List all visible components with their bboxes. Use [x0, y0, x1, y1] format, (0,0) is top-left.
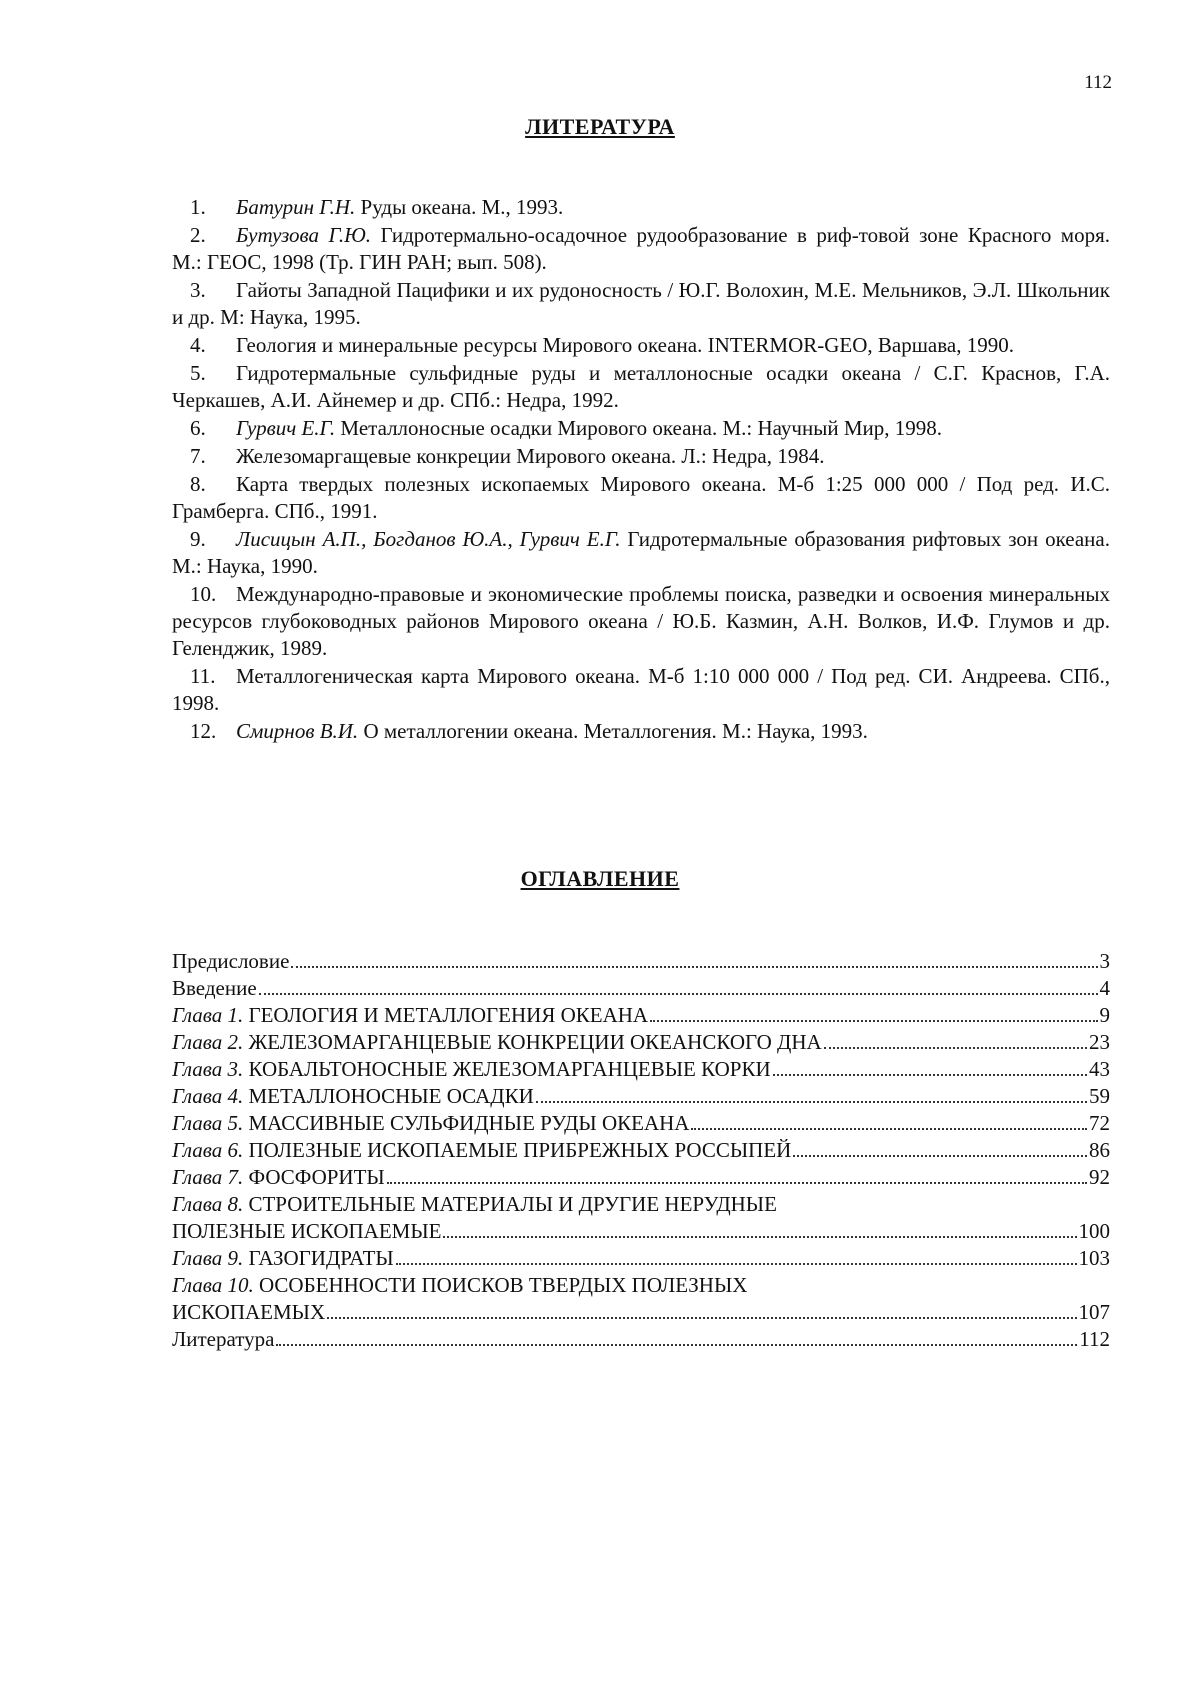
toc-entry-title-wrap: [172, 1056, 771, 1083]
toc-entry-line: [172, 1164, 1110, 1191]
toc-page-number: 107: [1078, 1300, 1110, 1324]
toc-entry-title-wrap: [172, 1029, 822, 1056]
toc-entry-title: Литература: [172, 1327, 275, 1351]
reference-text: Гидротермальные образования рифтовых зон океана. М.: Наука, 1990.: [172, 527, 1110, 578]
toc-chapter-label: Глава 5.: [172, 1111, 244, 1135]
toc-entry[interactable]: [172, 1272, 1110, 1326]
toc-entry-title: ГАЗОГИДРАТЫ: [243, 1246, 394, 1270]
reference-text: Международно-правовые и экономические проблемы поиска, разведки и освоения минеральных ресурсов глубоководных районов Мирового океана / Ю.Б. Казмин, А.Н. Волков, И.Ф. Глумов и др. Геленджик, 1989.: [172, 582, 1110, 660]
toc-entry-line: [172, 1218, 1110, 1245]
toc-page-number: 92: [1089, 1165, 1110, 1189]
dot-leader: [387, 1181, 1087, 1184]
toc-chapter-label: Глава 7.: [172, 1165, 244, 1189]
toc-entry-title: МАССИВНЫЕ СУЛЬФИДНЫЕ РУДЫ ОКЕАНА: [243, 1111, 690, 1135]
dot-leader: [793, 1154, 1087, 1157]
toc-entry-title-part: СТРОИТЕЛЬНЫЕ МАТЕРИАЛЫ И ДРУГИЕ НЕРУДНЫЕ: [243, 1192, 777, 1216]
toc-page-number: 23: [1089, 1030, 1110, 1054]
reference-number: 3.: [190, 278, 206, 302]
toc-entry-title: КОБАЛЬТОНОСНЫЕ ЖЕЛЕЗОМАРГАНЦЕВЫЕ КОРКИ: [243, 1057, 771, 1081]
toc-entry-title: МЕТАЛЛОНОСНЫЕ ОСАДКИ: [243, 1084, 534, 1108]
reference-item: [172, 581, 1110, 662]
toc-page-number: 9: [1099, 1003, 1110, 1027]
toc-entry-title: ГЕОЛОГИЯ И МЕТАЛЛОГЕНИЯ ОКЕАНА: [243, 1003, 649, 1027]
reference-item: [172, 332, 1110, 359]
toc-chapter-label: Глава 4.: [172, 1084, 244, 1108]
toc-entry-line: [172, 1245, 1110, 1272]
toc-entry-line: [172, 1110, 1110, 1137]
reference-item: [172, 471, 1110, 525]
toc-entry[interactable]: [172, 1245, 1110, 1272]
reference-item: [172, 718, 1110, 745]
reference-text: Геология и минеральные ресурсы Мирового океана. INTERMOR-GEO, Варшава, 1990.: [236, 333, 1014, 357]
toc-entry-title-wrap: [172, 1326, 274, 1353]
toc-entry-line: [172, 975, 1110, 1002]
toc-entry-line: [172, 1083, 1110, 1110]
toc-entry[interactable]: [172, 1191, 1110, 1245]
reference-number: 10.: [190, 582, 217, 606]
reference-list: [172, 194, 1110, 746]
reference-text: Металлоносные осадки Мирового океана. М.: Научный Мир, 1998.: [335, 416, 942, 440]
toc-entry-title-wrap: [172, 1164, 385, 1191]
reference-item: [172, 277, 1110, 331]
dot-leader: [291, 965, 1097, 968]
reference-author: Гурвич Е.Г.: [236, 416, 336, 440]
toc-entry-title-wrap: [172, 948, 289, 975]
reference-author: Батурин Г.Н.: [236, 195, 356, 219]
reference-item: [172, 415, 1110, 442]
toc-page-number: 72: [1089, 1111, 1110, 1135]
toc-entry[interactable]: [172, 1326, 1110, 1353]
toc-chapter-label: Глава 9.: [172, 1246, 244, 1270]
reference-text: Гайоты Западной Пацифики и их рудоносность / Ю.Г. Волохин, М.Е. Мельников, Э.Л. Школьник и др. М: Наука, 1995.: [172, 278, 1110, 329]
reference-item: [172, 360, 1110, 414]
reference-item: [172, 663, 1110, 717]
toc-entry-first-line: [172, 1191, 1110, 1218]
reference-number: 4.: [190, 333, 206, 357]
reference-text: О металлогении океана. Металлогения. М.: Наука, 1993.: [358, 719, 868, 743]
reference-number: 5.: [190, 361, 206, 385]
toc-entry-title-wrap: [172, 1002, 648, 1029]
reference-text: Карта твердых полезных ископаемых Мирового океана. М-б 1:25 000 000 / Под ред. И.С. Грамберга. СПб., 1991.: [172, 472, 1110, 523]
toc-entry-line: [172, 948, 1110, 975]
toc-page-number: 43: [1089, 1057, 1110, 1081]
toc-entry-line: [172, 1002, 1110, 1029]
dot-leader: [259, 992, 1098, 995]
reference-number: 8.: [190, 472, 206, 496]
literature-heading: ЛИТЕРАТУРА: [525, 114, 675, 139]
toc-entry[interactable]: [172, 1137, 1110, 1164]
reference-number: 1.: [190, 195, 206, 219]
reference-text: Железомаргащевые конкреции Мирового океана. Л.: Недра, 1984.: [236, 444, 825, 468]
reference-number: 7.: [190, 444, 206, 468]
toc-entry-title-wrap: [172, 1245, 394, 1272]
dot-leader: [691, 1127, 1087, 1130]
toc-entry-title-wrap: [172, 1218, 441, 1245]
reference-author: Смирнов В.И.: [236, 719, 359, 743]
reference-number: 6.: [190, 416, 206, 440]
toc-entry[interactable]: [172, 1002, 1110, 1029]
dot-leader: [650, 1019, 1097, 1022]
toc-chapter-label: Глава 1.: [172, 1003, 244, 1027]
toc-entry-title: ПОЛЕЗНЫЕ ИСКОПАЕМЫЕ: [172, 1219, 442, 1243]
toc-heading: ОГЛАВЛЕНИЕ: [520, 866, 680, 891]
toc-chapter-label: Глава 8.: [172, 1192, 244, 1216]
reference-item: [172, 526, 1110, 580]
toc-page-number: 103: [1078, 1246, 1110, 1270]
toc-entry[interactable]: [172, 975, 1110, 1002]
toc-entry-title-wrap: [172, 1299, 325, 1326]
reference-number: 11.: [190, 664, 216, 688]
dot-leader: [536, 1100, 1087, 1103]
toc-page-number: 100: [1078, 1219, 1110, 1243]
reference-item: [172, 443, 1110, 470]
dot-leader: [773, 1073, 1087, 1076]
toc-entry-title-part: ОСОБЕННОСТИ ПОИСКОВ ТВЕРДЫХ ПОЛЕЗНЫХ: [253, 1273, 748, 1297]
toc-entry-title-wrap: [172, 1083, 534, 1110]
reference-item: [172, 194, 1110, 221]
toc-entry-line: [172, 1029, 1110, 1056]
toc-entry-title: Введение: [172, 976, 257, 1000]
toc-entry-title-wrap: [172, 975, 257, 1002]
reference-number: 2.: [190, 223, 206, 247]
toc-entry[interactable]: [172, 1110, 1110, 1137]
reference-number: 12.: [190, 719, 217, 743]
dot-leader: [443, 1235, 1076, 1238]
reference-text: Металлогеническая карта Мирового океана. М-б 1:10 000 000 / Под ред. СИ. Андреева. СПб., 1998.: [172, 664, 1110, 715]
toc-entry-title: ЖЕЛЕЗОМАРГАНЦЕВЫЕ КОНКРЕЦИИ ОКЕАНСКОГО ДНА: [243, 1030, 822, 1054]
table-of-contents: [172, 948, 1110, 1353]
page-number: 112: [1084, 72, 1112, 93]
toc-entry-line: [172, 1299, 1110, 1326]
toc-entry[interactable]: [172, 1164, 1110, 1191]
reference-number: 9.: [190, 527, 206, 551]
toc-chapter-label: Глава 10.: [172, 1273, 254, 1297]
toc-entry-line: [172, 1056, 1110, 1083]
dot-leader: [327, 1316, 1076, 1319]
dot-leader: [396, 1262, 1077, 1265]
reference-text: Гидротермально-осадочное рудообразование в риф-товой зоне Красного моря. М.: ГЕОС, 1998 (Тр. ГИН РАН; вып. 508).: [172, 223, 1110, 274]
toc-entry[interactable]: [172, 1029, 1110, 1056]
toc-page-number: 86: [1089, 1138, 1110, 1162]
toc-entry-line: [172, 1137, 1110, 1164]
dot-leader: [276, 1343, 1077, 1346]
toc-page-number: 59: [1089, 1084, 1110, 1108]
reference-author: Бутузова Г.Ю.: [236, 223, 372, 247]
toc-entry-title: ПОЛЕЗНЫЕ ИСКОПАЕМЫЕ ПРИБРЕЖНЫХ РОССЫПЕЙ: [243, 1138, 792, 1162]
toc-chapter-label: Глава 6.: [172, 1138, 244, 1162]
toc-entry[interactable]: [172, 948, 1110, 975]
reference-text: Руды океана. М., 1993.: [355, 195, 564, 219]
toc-chapter-label: Глава 3.: [172, 1057, 244, 1081]
toc-entry-title-wrap: [172, 1110, 689, 1137]
toc-page-number: 3: [1099, 949, 1110, 973]
toc-entry[interactable]: [172, 1083, 1110, 1110]
reference-author: Лисицын А.П., Богданов Ю.А., Гурвич Е.Г.: [236, 527, 621, 551]
toc-entry-title: ФОСФОРИТЫ: [243, 1165, 385, 1189]
toc-entry-line: [172, 1326, 1110, 1353]
reference-text: Гидротермальные сульфидные руды и металлоносные осадки океана / С.Г. Краснов, Г.А. Черкашев, А.И. Айнемер и др. СПб.: Недра, 1992.: [172, 361, 1110, 412]
toc-entry-title-wrap: [172, 1137, 791, 1164]
toc-entry-title: ИСКОПАЕМЫХ: [172, 1300, 326, 1324]
toc-chapter-label: Глава 2.: [172, 1030, 244, 1054]
toc-page-number: 112: [1079, 1327, 1110, 1351]
toc-entry-title: Предисловие: [172, 949, 290, 973]
dot-leader: [824, 1046, 1087, 1049]
toc-page-number: 4: [1099, 976, 1110, 1000]
toc-entry-first-line: [172, 1272, 1110, 1299]
reference-item: [172, 222, 1110, 276]
toc-entry[interactable]: [172, 1056, 1110, 1083]
